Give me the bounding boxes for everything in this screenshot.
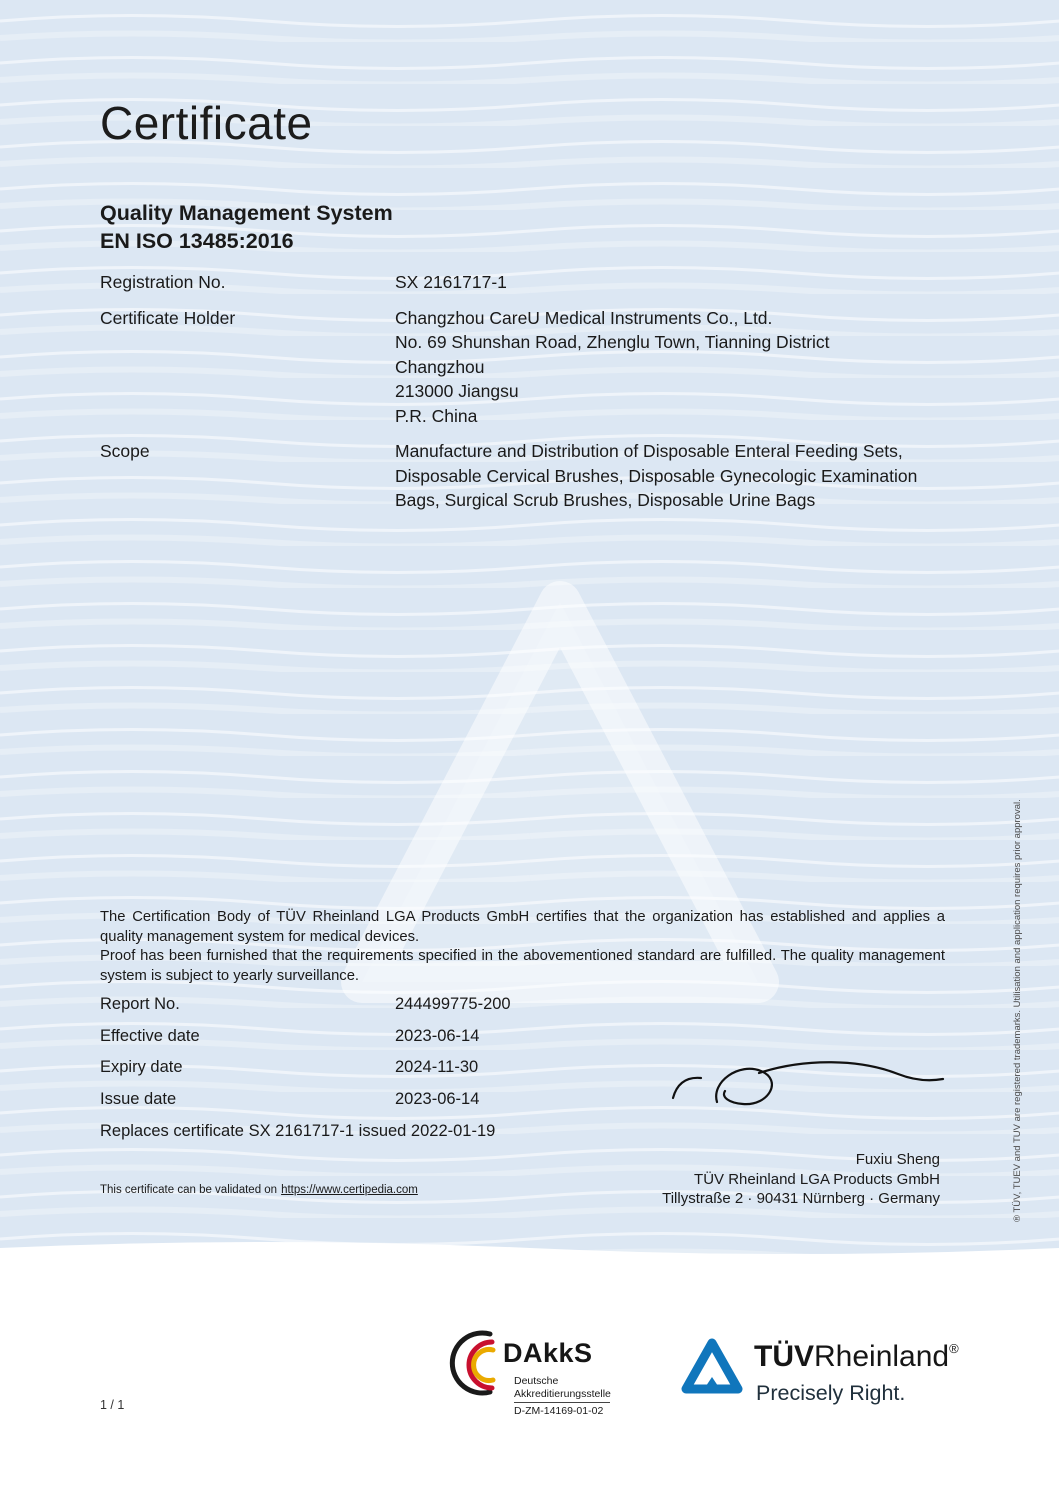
expiry-date-value: 2024-11-30	[395, 1058, 479, 1076]
dakks-divider	[514, 1402, 610, 1403]
registered-mark: ®	[949, 1341, 959, 1356]
dakks-line2: Akkreditierungsstelle	[514, 1387, 611, 1400]
report-label: Report No.	[100, 995, 180, 1013]
expiry-date-row	[100, 1057, 740, 1077]
signatory-name: Fuxiu Sheng	[855, 1151, 940, 1168]
certipedia-link[interactable]: https://www.certipedia.com	[281, 1184, 418, 1196]
scope-value: Manufacture and Distribution of Disposable Enteral Feeding Sets, Disposable Cervical Brushes, Disposable Gynecologic Examination Bags, Surgical Scrub Brushes, Disposable Urine Bags	[395, 441, 918, 510]
scope-row	[100, 439, 946, 513]
signatory-address: Tillystraße 2 · 90431 Nürnberg · Germany	[662, 1190, 940, 1207]
statement-paragraph-2: Proof has been furnished that the requirements specified in the abovementioned standard are fulfilled. The quality management system is subject to yearly surveillance.	[100, 948, 945, 984]
holder-line: 213000 Jiangsu	[395, 381, 519, 401]
page-number: 1 / 1	[100, 1398, 125, 1412]
tuv-wordmark	[754, 1340, 959, 1374]
holder-label: Certificate Holder	[100, 307, 236, 328]
standard-heading	[100, 199, 393, 255]
replaces-note: Replaces certificate SX 2161717-1 issued 2022-01-19	[100, 1122, 496, 1140]
page-title: Certificate	[100, 97, 313, 149]
tuv-wordmark-bold: TÜV	[754, 1340, 814, 1373]
dakks-logo	[446, 1330, 636, 1420]
issue-date-row	[100, 1089, 740, 1109]
holder-row	[100, 306, 946, 429]
validation-text: This certificate can be validated on	[100, 1184, 278, 1196]
holder-line: No. 69 Shunshan Road, Zhenglu Town, Tianning District	[395, 332, 830, 352]
registration-row	[100, 270, 946, 295]
tuv-tagline: Precisely Right.	[756, 1381, 906, 1405]
expiry-date-label: Expiry date	[100, 1058, 183, 1076]
signature	[655, 1056, 955, 1126]
tuv-wordmark-regular: Rheinland	[814, 1340, 950, 1373]
issue-date-label: Issue date	[100, 1089, 177, 1108]
standard-line2: EN ISO 13485:2016	[100, 229, 294, 253]
effective-date-row	[100, 1026, 740, 1046]
validation-note	[100, 1184, 418, 1196]
certificate-details	[100, 994, 740, 1120]
dakks-registration-id: D-ZM-14169-01-02	[514, 1405, 604, 1417]
certification-statement	[100, 908, 945, 986]
report-value: 244499775-200	[395, 995, 511, 1013]
standard-line1: Quality Management System	[100, 201, 393, 225]
signatory-organization: TÜV Rheinland LGA Products GmbH	[694, 1170, 940, 1188]
statement-paragraph-1: The Certification Body of TÜV Rheinland LGA Products GmbH certifies that the organization has established and applies a quality management system for medical devices.	[100, 909, 945, 945]
issue-date-value: 2023-06-14	[395, 1089, 480, 1108]
holder-address	[395, 306, 946, 429]
dakks-wordmark: DAkkS	[503, 1338, 593, 1368]
dakks-subtext	[514, 1375, 611, 1418]
holder-line: Changzhou CareU Medical Instruments Co., Ltd.	[395, 307, 773, 328]
certificate-fields	[100, 270, 946, 524]
scope-label: Scope	[100, 441, 150, 461]
signature-scribble	[655, 1056, 955, 1126]
effective-date-label: Effective date	[100, 1026, 200, 1045]
trademark-side-note: ® TÜV, TUEV and TUV are registered trademarks. Utilisation and application requires prior approval.	[1012, 799, 1023, 1222]
signatory-block	[662, 1150, 940, 1209]
registration-value: SX 2161717-1	[395, 272, 507, 292]
effective-date-value: 2023-06-14	[395, 1026, 480, 1045]
report-row	[100, 994, 740, 1014]
registration-label: Registration No.	[100, 272, 226, 292]
tuv-rheinland-logo	[680, 1334, 1000, 1420]
tuv-triangle-icon	[680, 1336, 744, 1398]
holder-line: Changzhou	[395, 356, 485, 377]
holder-line: P.R. China	[395, 405, 478, 426]
dakks-line1: Deutsche	[514, 1375, 559, 1387]
